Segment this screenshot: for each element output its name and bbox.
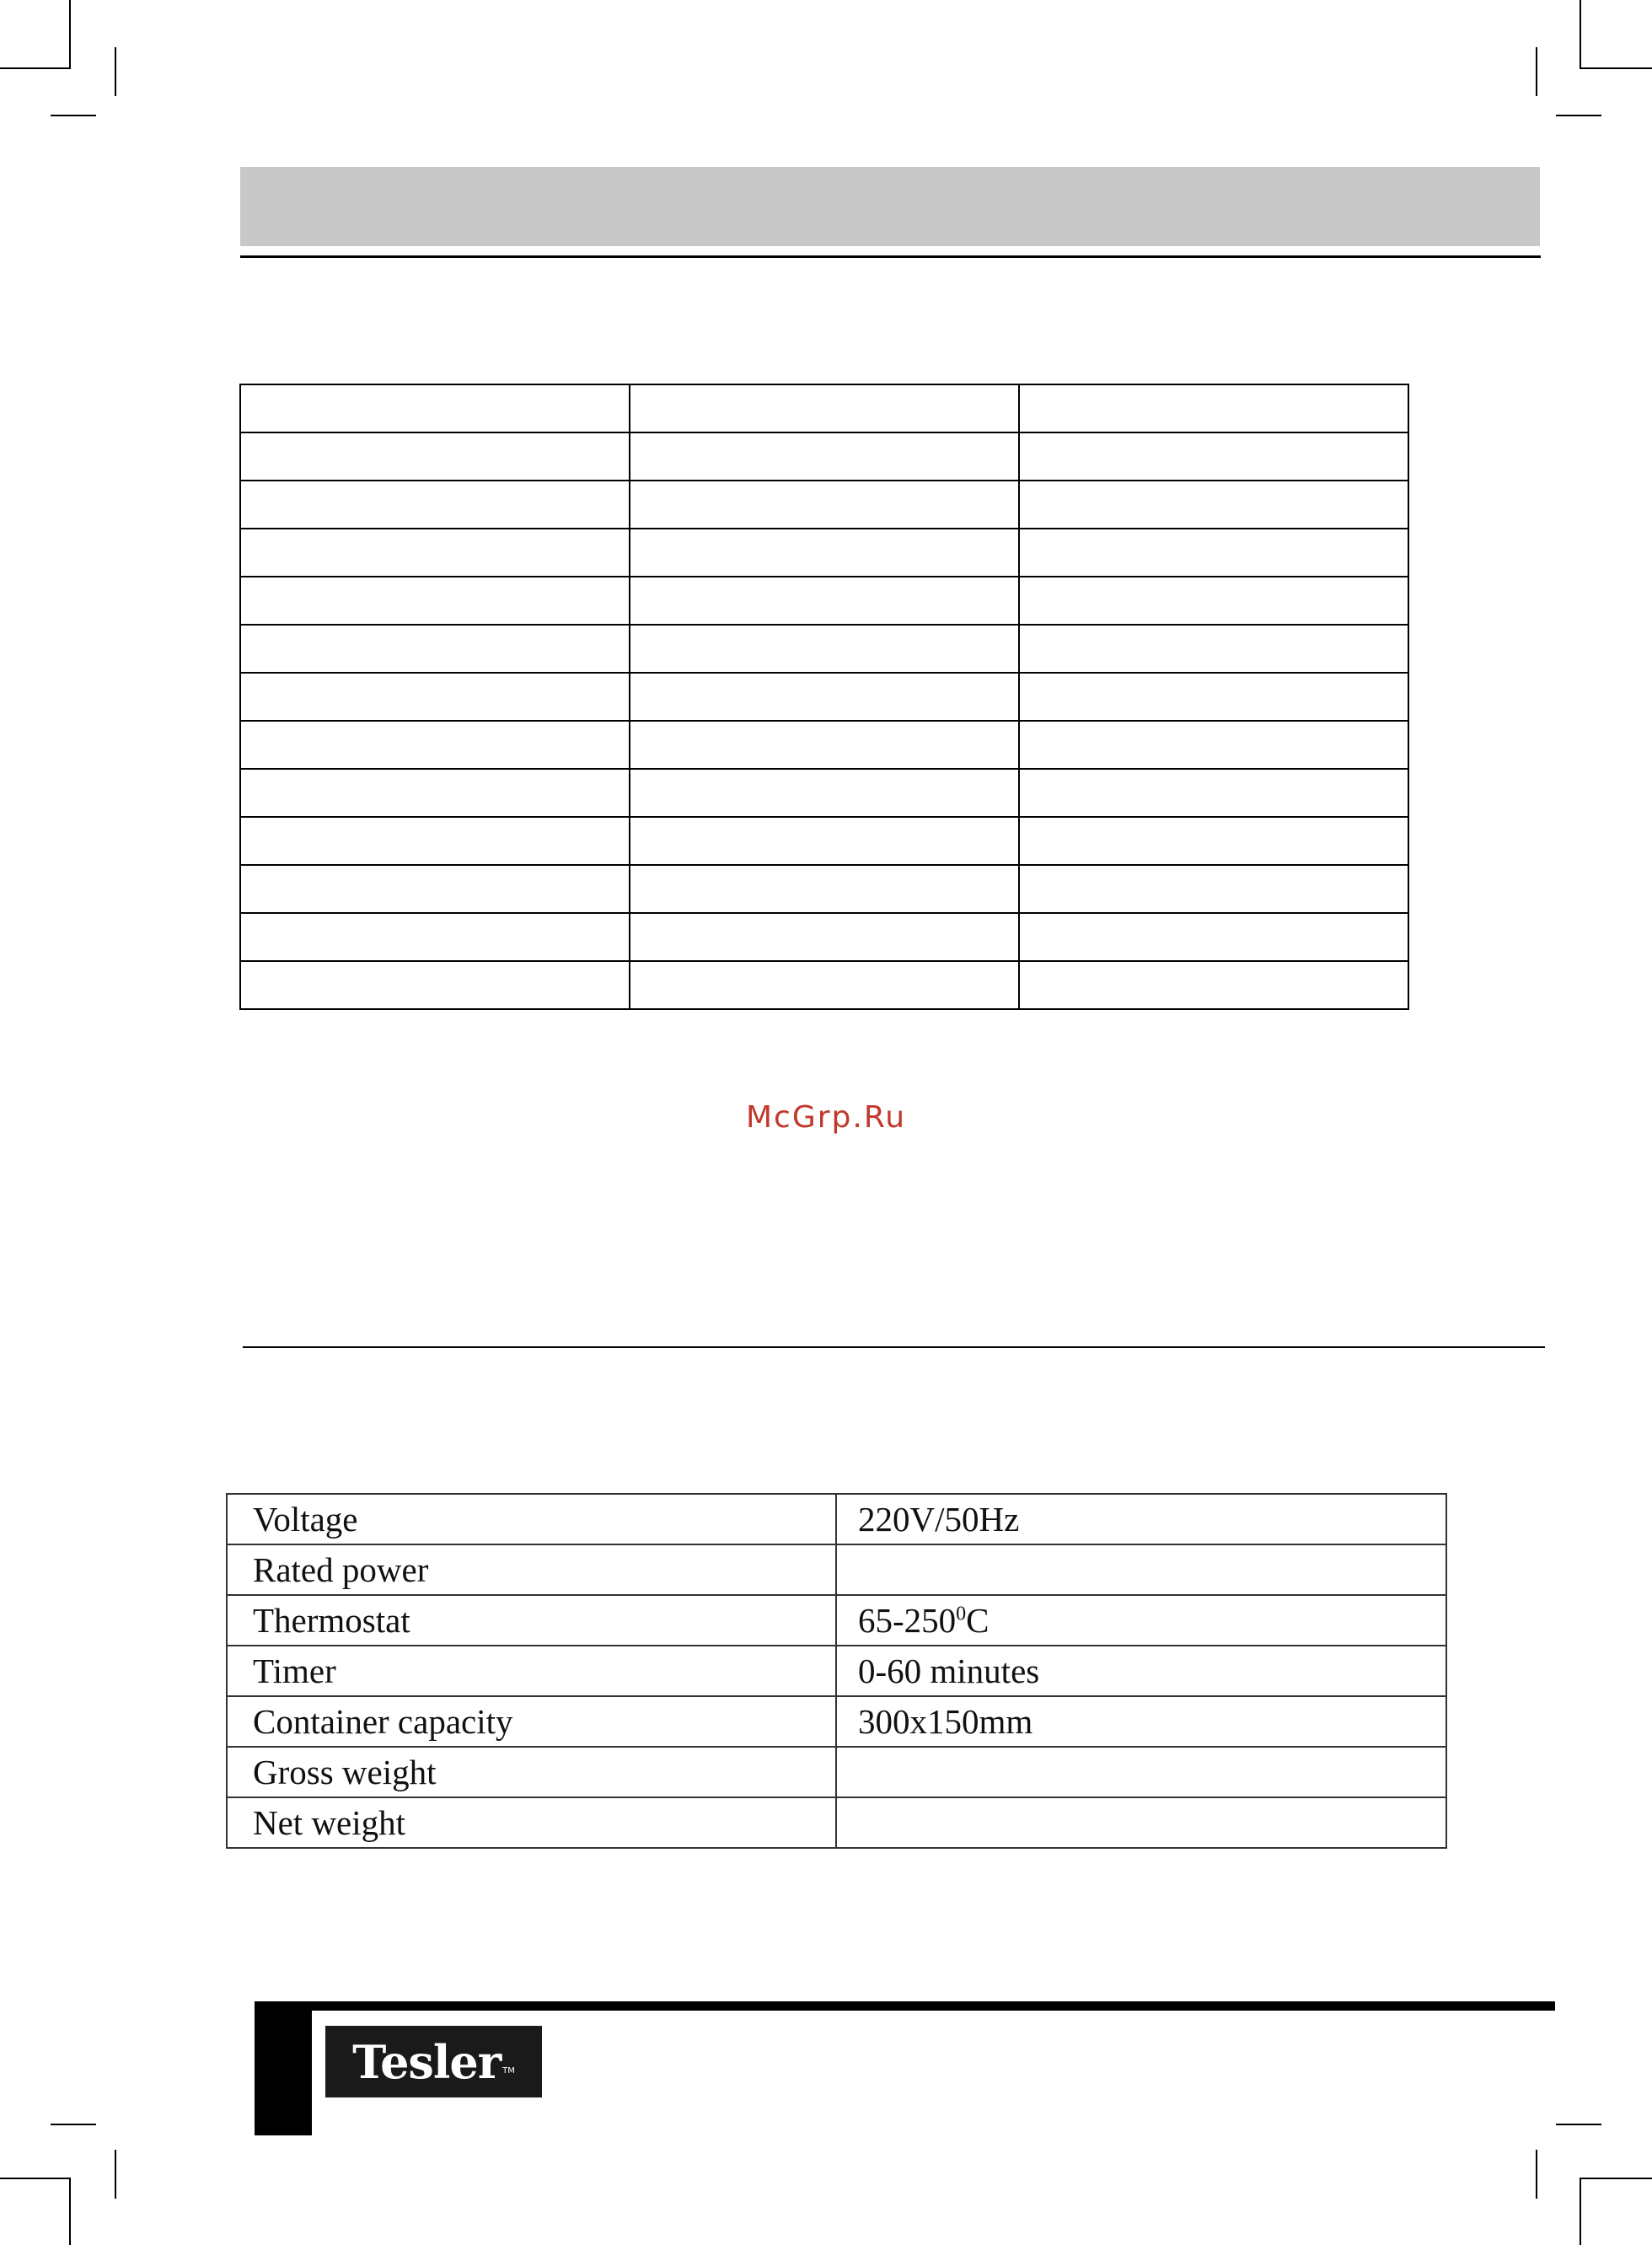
logo-text: Tesler: [352, 2034, 502, 2089]
table-row: [240, 481, 1408, 529]
crop-mark: [69, 2178, 71, 2245]
table-row: [227, 1544, 1446, 1595]
crop-mark: [115, 2150, 116, 2199]
crop-mark: [1580, 2178, 1581, 2245]
table-cell: [1019, 769, 1408, 817]
table-cell: [240, 529, 630, 577]
table-cell: [240, 625, 630, 673]
table-row: [227, 1747, 1446, 1797]
header-band: [240, 167, 1540, 246]
specifications-table: [226, 1493, 1447, 1849]
crop-mark: [1556, 2124, 1601, 2125]
table-row: [240, 384, 1408, 432]
table-cell: [630, 721, 1019, 769]
table-cell: [1019, 865, 1408, 913]
table-cell: [630, 769, 1019, 817]
table-cell: [1019, 432, 1408, 481]
table-row: [240, 577, 1408, 625]
spec-value: 0-60 minutes: [836, 1646, 1446, 1696]
crop-mark: [51, 2124, 96, 2125]
table-cell: [1019, 817, 1408, 865]
crop-mark: [1536, 47, 1537, 96]
table-cell: [1019, 721, 1408, 769]
table-cell: [1019, 625, 1408, 673]
table-cell: [240, 961, 630, 1009]
table-row: [227, 1646, 1446, 1696]
crop-mark: [1536, 2150, 1537, 2199]
spec-label: Net weight: [227, 1797, 836, 1848]
crop-mark: [69, 0, 71, 69]
table-row: [240, 961, 1408, 1009]
spec-label: Timer: [227, 1646, 836, 1696]
crop-mark: [1580, 0, 1581, 69]
table-row: [227, 1494, 1446, 1544]
spec-label: Gross weight: [227, 1747, 836, 1797]
footer-bar: [255, 2001, 1555, 2011]
table-cell: [240, 817, 630, 865]
spec-value-number: 65-250: [858, 1601, 957, 1640]
table-cell: [630, 625, 1019, 673]
table-cell: [240, 913, 630, 961]
table-cell: [630, 481, 1019, 529]
spec-value: [836, 1595, 1446, 1646]
crop-mark: [115, 47, 116, 96]
crop-mark: [1556, 115, 1601, 116]
crop-mark: [1580, 2178, 1652, 2179]
table-cell: [630, 529, 1019, 577]
table-cell: [1019, 961, 1408, 1009]
table-cell: [240, 769, 630, 817]
table-cell: [1019, 384, 1408, 432]
degree-superscript: 0: [956, 1603, 967, 1625]
table-row: [240, 673, 1408, 721]
table-cell: [1019, 529, 1408, 577]
table-row: [227, 1797, 1446, 1848]
spec-value: [836, 1797, 1446, 1848]
header-rule: [240, 255, 1541, 258]
table-cell: [240, 673, 630, 721]
table-cell: [630, 817, 1019, 865]
table-row: [227, 1595, 1446, 1646]
table-cell: [240, 865, 630, 913]
spec-value: [836, 1747, 1446, 1797]
table-cell: [1019, 673, 1408, 721]
table-cell: [240, 432, 630, 481]
table-row: [240, 625, 1408, 673]
empty-table: [239, 384, 1409, 1010]
spec-value: [836, 1544, 1446, 1595]
table-row: [240, 721, 1408, 769]
crop-mark: [1580, 67, 1652, 69]
spec-value: 220V/50Hz: [836, 1494, 1446, 1544]
spec-label: Thermostat: [227, 1595, 836, 1646]
table-cell: [240, 721, 630, 769]
table-cell: [240, 481, 630, 529]
spec-label: Rated power: [227, 1544, 836, 1595]
table-cell: [630, 865, 1019, 913]
spec-label: Container capacity: [227, 1696, 836, 1747]
crop-mark: [0, 67, 69, 69]
table-row: [240, 769, 1408, 817]
table-cell: [630, 913, 1019, 961]
spec-label: Voltage: [227, 1494, 836, 1544]
table-cell: [240, 384, 630, 432]
logo-trademark: TM: [502, 2066, 515, 2076]
table-row: [240, 865, 1408, 913]
table-row: [227, 1696, 1446, 1747]
table-cell: [630, 432, 1019, 481]
table-cell: [630, 673, 1019, 721]
table-cell: [240, 577, 630, 625]
table-cell: [1019, 577, 1408, 625]
watermark-text: McGrp.Ru: [745, 1100, 907, 1135]
section-divider: [243, 1346, 1545, 1348]
table-row: [240, 817, 1408, 865]
table-cell: [630, 384, 1019, 432]
spec-value: 300x150mm: [836, 1696, 1446, 1747]
spec-value-unit: C: [966, 1601, 990, 1640]
table-cell: [1019, 481, 1408, 529]
tesler-logo: [325, 2026, 542, 2097]
crop-mark: [51, 115, 96, 116]
table-row: [240, 529, 1408, 577]
table-row: [240, 432, 1408, 481]
footer-block: [255, 2011, 312, 2135]
table-cell: [630, 961, 1019, 1009]
table-cell: [1019, 913, 1408, 961]
table-row: [240, 913, 1408, 961]
crop-mark: [0, 2178, 69, 2179]
table-cell: [630, 577, 1019, 625]
